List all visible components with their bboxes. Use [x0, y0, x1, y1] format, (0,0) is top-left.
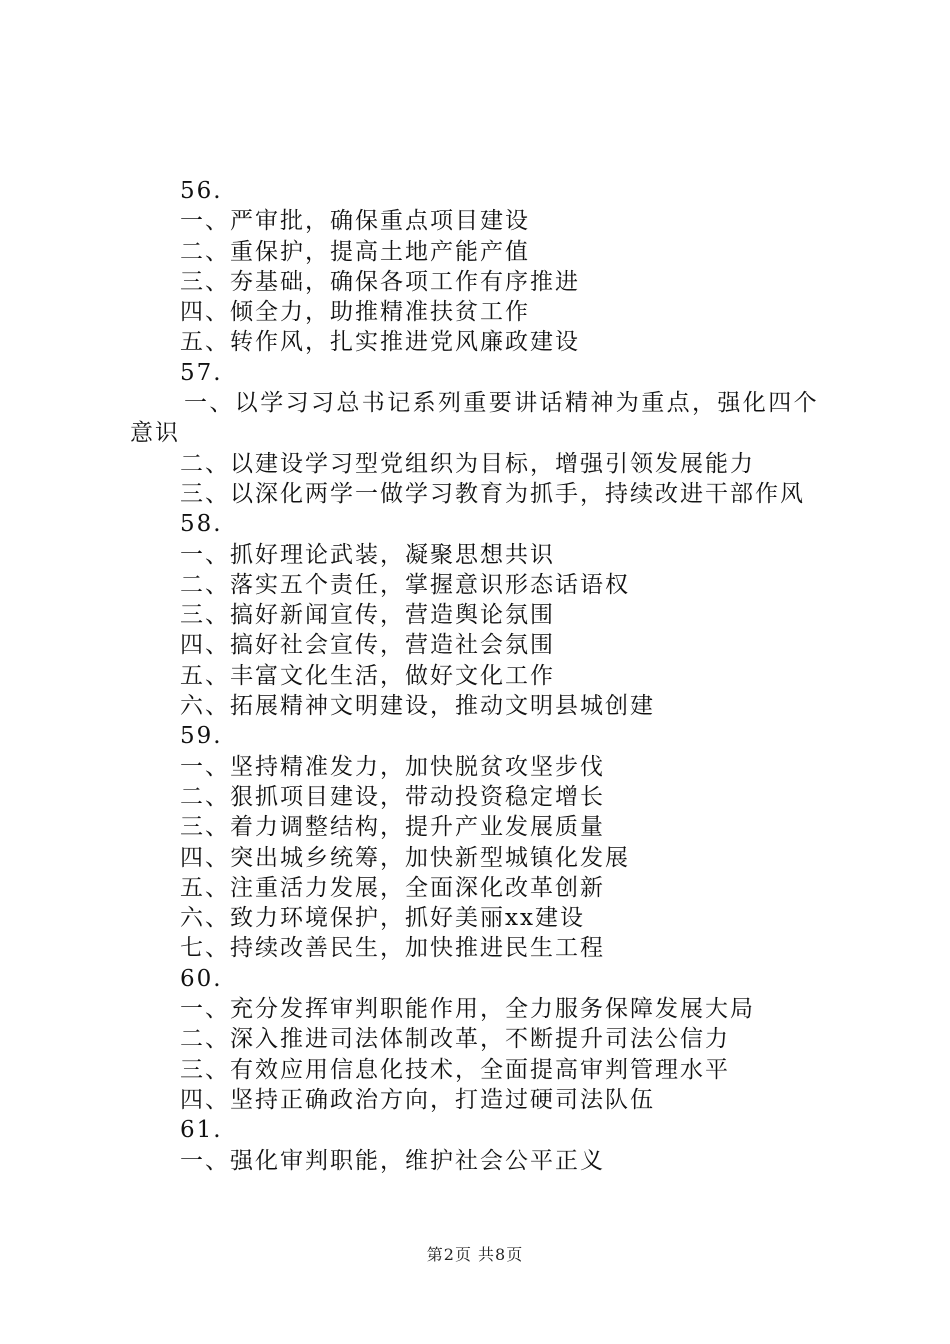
list-item-continuation: 意识: [130, 420, 180, 447]
list-item: 一、充分发挥审判职能作用，全力服务保障发展大局: [180, 996, 755, 1023]
list-item: 一、抓好理论武装，凝聚思想共识: [180, 541, 555, 568]
list-item: 一、强化审判职能，维护社会公平正义: [180, 1147, 605, 1174]
list-item: 三、有效应用信息化技术，全面提高审判管理水平: [180, 1056, 730, 1083]
list-item: 三、夯基础，确保各项工作有序推进: [180, 268, 580, 295]
list-item: 四、倾全力，助推精准扶贫工作: [180, 299, 530, 326]
list-item: 六、致力环境保护，抓好美丽xx建设: [180, 905, 585, 932]
page-number-footer: 第2页 共8页: [426, 1245, 524, 1264]
section-number: 59.: [180, 723, 223, 750]
list-item: 二、以建设学习型党组织为目标，增强引领发展能力: [180, 450, 755, 477]
list-item: 二、重保护，提高土地产能产值: [180, 238, 530, 265]
section-number: 57.: [180, 359, 223, 386]
section-number: 56.: [180, 178, 223, 204]
list-item: 四、搞好社会宣传，营造社会氛围: [180, 632, 555, 659]
list-item: 六、拓展精神文明建设，推动文明县城创建: [180, 693, 655, 720]
document-body: [130, 176, 830, 1176]
list-item: 一、严审批，确保重点项目建设: [180, 208, 530, 235]
list-item: 五、注重活力发展，全面深化改革创新: [180, 874, 605, 901]
list-item: 七、持续改善民生，加快推进民生工程: [180, 935, 605, 962]
section-number: 58.: [180, 511, 223, 538]
list-item: 一、以学习习总书记系列重要讲话精神为重点，强化四个: [184, 390, 819, 417]
list-item: 三、着力调整结构，提升产业发展质量: [180, 814, 605, 841]
list-item: 三、以深化两学一做学习教育为抓手，持续改进干部作风: [180, 480, 805, 507]
list-item: 四、坚持正确政治方向，打造过硬司法队伍: [180, 1086, 655, 1113]
list-item: 五、转作风，扎实推进党风廉政建设: [180, 329, 580, 356]
list-item: 四、突出城乡统筹，加快新型城镇化发展: [180, 844, 630, 871]
list-item: 二、落实五个责任，掌握意识形态话语权: [180, 571, 630, 598]
list-item: 二、狠抓项目建设，带动投资稳定增长: [180, 783, 605, 810]
list-item: 五、丰富文化生活，做好文化工作: [180, 662, 555, 689]
section-number: 60.: [180, 965, 223, 992]
section-number: 61.: [180, 1117, 223, 1144]
list-item: 一、坚持精准发力，加快脱贫攻坚步伐: [180, 753, 605, 780]
list-item: 二、深入推进司法体制改革，不断提升司法公信力: [180, 1026, 730, 1053]
list-item: 三、搞好新闻宣传，营造舆论氛围: [180, 602, 555, 629]
